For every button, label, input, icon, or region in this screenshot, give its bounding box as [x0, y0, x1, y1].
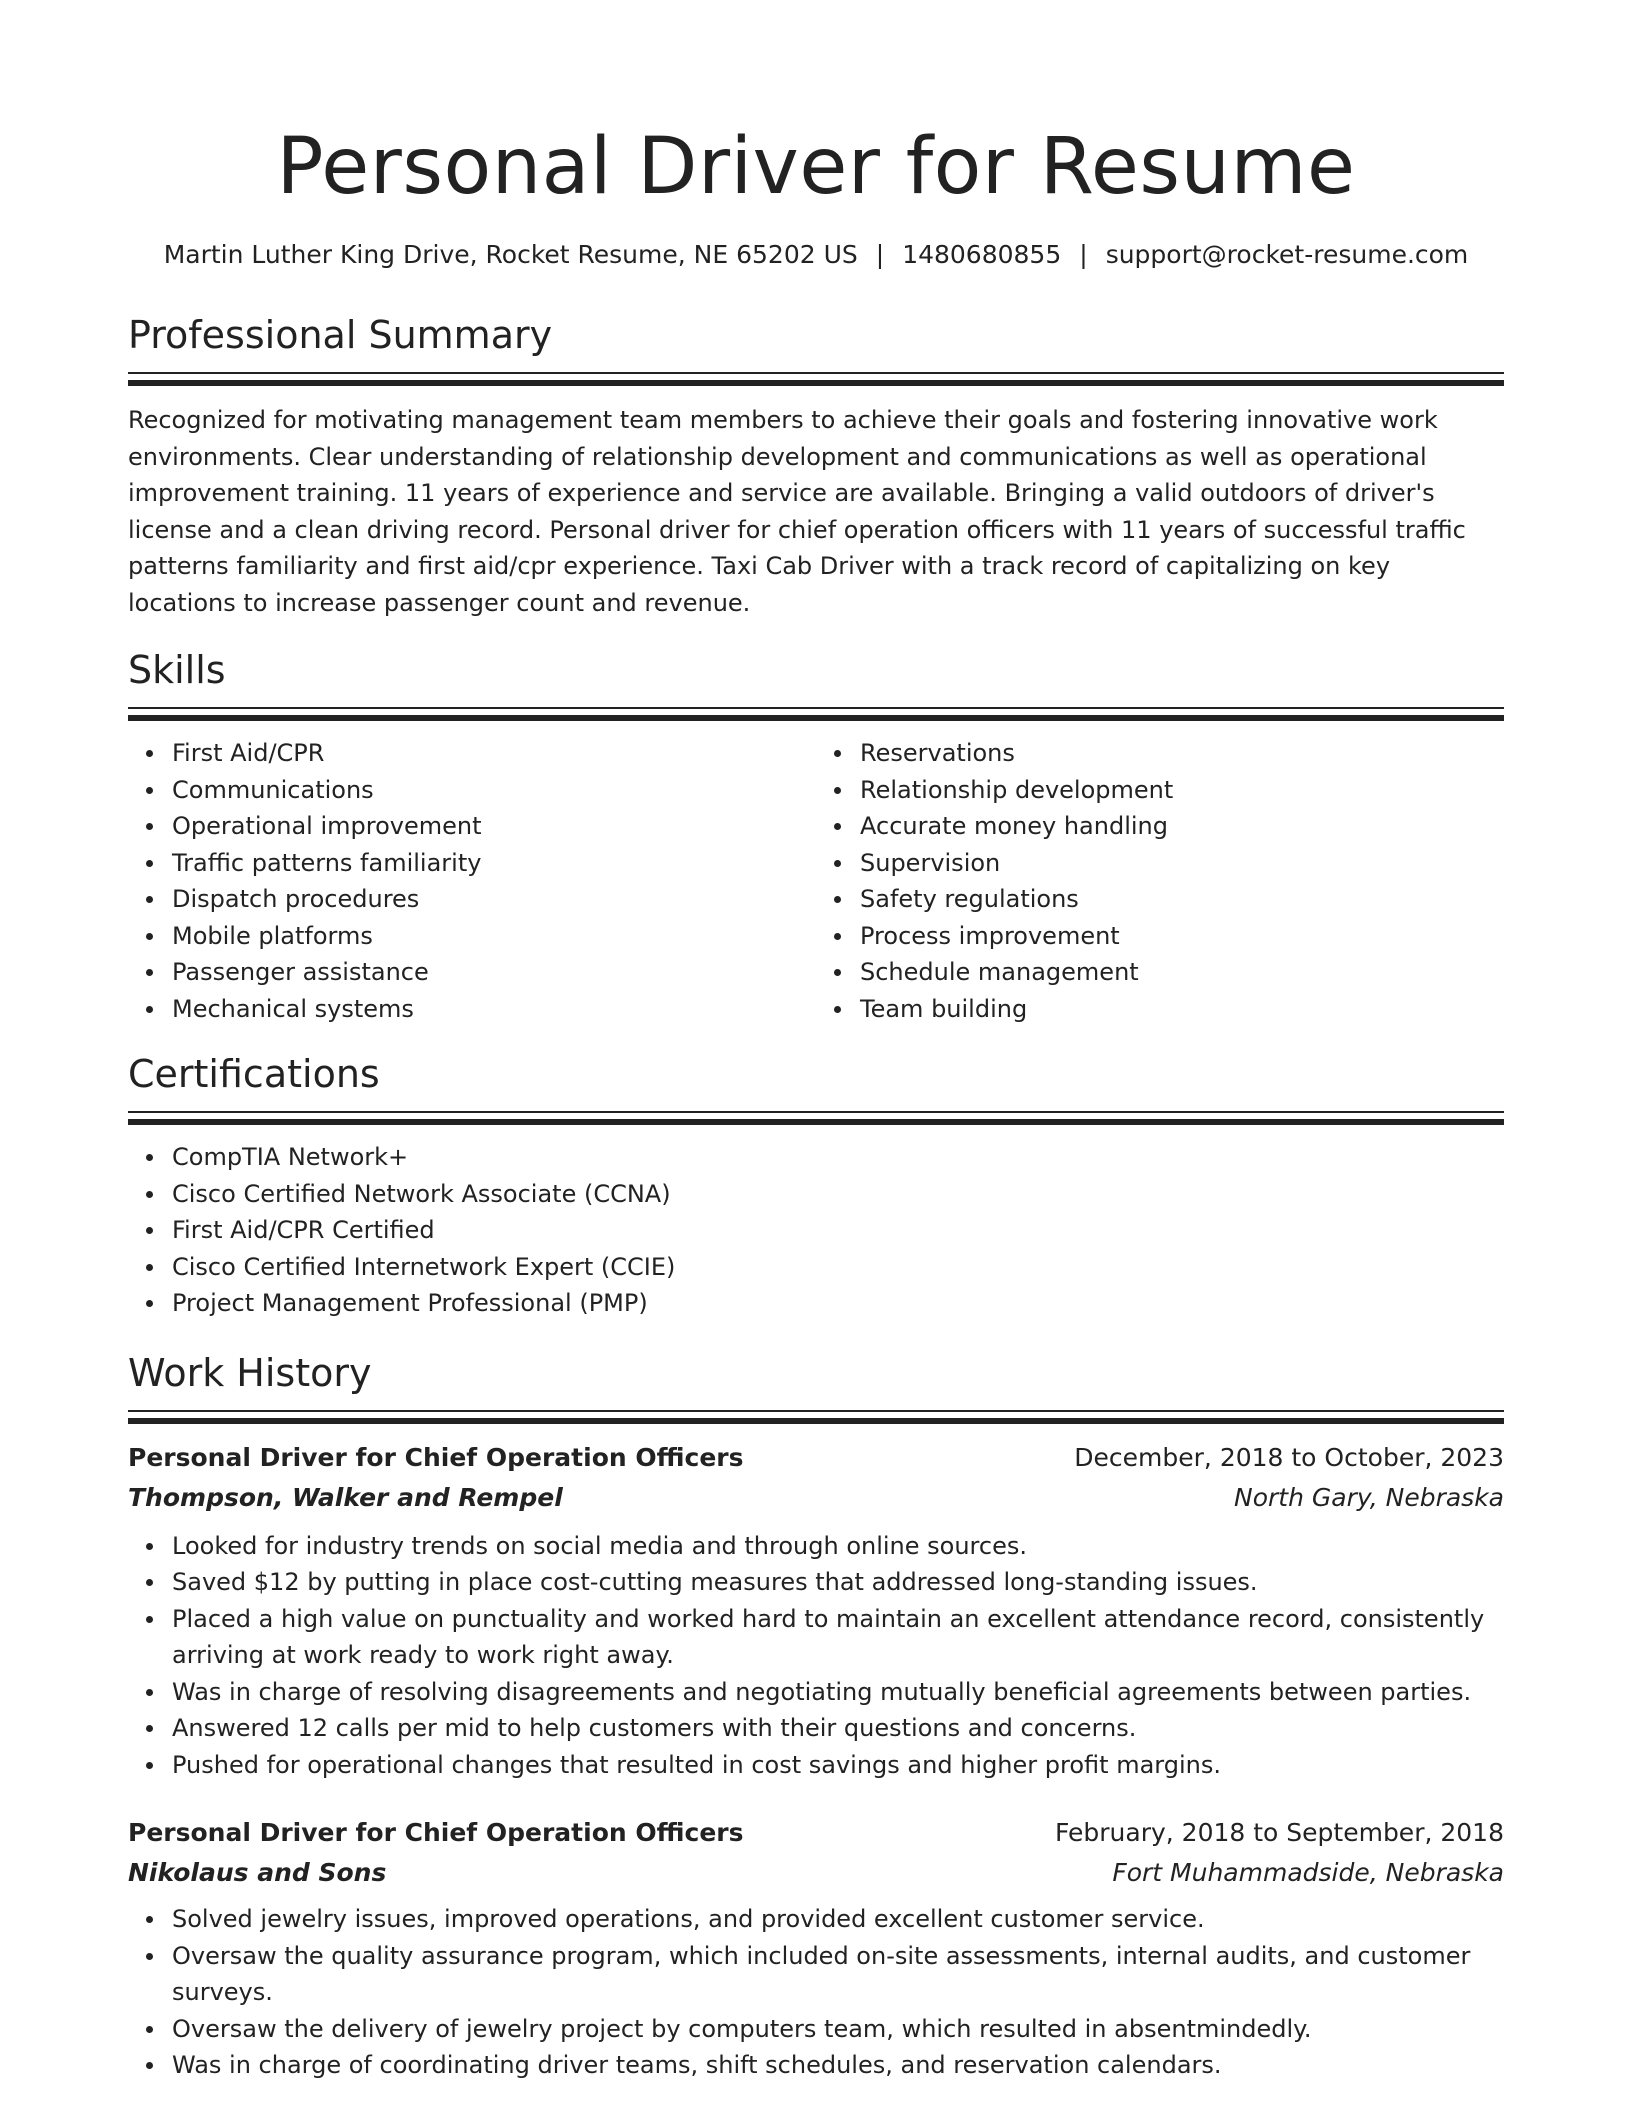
job-bullet: Was in charge of coordinating driver teams, shift schedules, and reservation calendars.: [172, 2047, 1504, 2084]
certification-item: CompTIA Network+: [172, 1139, 1504, 1176]
skill-item: Passenger assistance: [172, 954, 816, 991]
section-title-work-history: Work History: [128, 1350, 372, 1395]
certification-item: First Aid/CPR Certified: [172, 1212, 1504, 1249]
contact-separator: |: [1079, 240, 1088, 269]
contact-phone: 1480680855: [902, 240, 1062, 269]
job-subheader: [128, 1478, 1504, 1518]
skill-item: Schedule management: [860, 954, 1504, 991]
job-bullets: [128, 1528, 1504, 1784]
certification-item: Cisco Certified Internetwork Expert (CCIE): [172, 1249, 1504, 1286]
job-bullet: Oversaw the delivery of jewelry project by computers team, which resulted in absentmindedly.: [172, 2011, 1504, 2048]
job-company: Thompson, Walker and Rempel: [128, 1482, 563, 1512]
skills-section: [128, 645, 1504, 1027]
section-divider: [128, 372, 1504, 386]
certifications-section: [128, 1049, 1504, 1322]
skill-item: Team building: [860, 991, 1504, 1028]
job-header: [128, 1438, 1504, 1478]
job-bullet: Looked for industry trends on social media and through online sources.: [172, 1528, 1504, 1565]
contact-email: support@rocket-resume.com: [1105, 240, 1469, 269]
job-company: Nikolaus and Sons: [128, 1858, 387, 1887]
job-bullet: Oversaw the quality assurance program, which included on-site assessments, internal audits, and customer surveys.: [172, 1938, 1504, 2011]
skill-item: Mechanical systems: [172, 991, 816, 1028]
job-subheader: [128, 1853, 1504, 1893]
job-bullet: Saved $12 by putting in place cost-cutting measures that addressed long-standing issues.: [172, 1564, 1504, 1601]
certification-item: Cisco Certified Network Associate (CCNA): [172, 1176, 1504, 1213]
job-dates: December, 2018 to October, 2023: [1074, 1442, 1504, 1472]
contact-line: [128, 238, 1504, 272]
job-title: Personal Driver for Chief Operation Officers: [128, 1442, 744, 1472]
contact-address: Martin Luther King Drive, Rocket Resume, NE 65202 US: [163, 240, 858, 269]
job-title: Personal Driver for Chief Operation Officers: [128, 1818, 744, 1847]
job-bullet: Solved jewelry issues, improved operations, and provided excellent customer service.: [172, 1901, 1504, 1938]
skills-grid: [128, 735, 1504, 1027]
resume-name: Personal Driver for Resume: [276, 122, 1356, 212]
job-bullet: Pushed for operational changes that resulted in cost savings and higher profit margins.: [172, 1747, 1504, 1784]
job-entry: [128, 1438, 1504, 1784]
skill-item: Traffic patterns familiarity: [172, 845, 816, 882]
skill-item: Reservations: [860, 735, 1504, 772]
skill-item: Communications: [172, 772, 816, 809]
section-divider: [128, 707, 1504, 721]
job-bullet: Answered 12 calls per mid to help customers with their questions and concerns.: [172, 1710, 1504, 1747]
skill-item: Operational improvement: [172, 808, 816, 845]
job-bullets: [128, 1901, 1504, 2084]
section-title-skills: Skills: [128, 648, 226, 692]
certification-item: Project Management Professional (PMP): [172, 1285, 1504, 1322]
section-divider: [128, 1410, 1504, 1424]
summary-text: Recognized for motivating management team members to achieve their goals and fostering innovative work environments. Clear understanding of relationship development and communications as well as operational improvement training. 11 years of experience and service are available. Bringing a valid outdoors of driver's license and a clean driving record. Personal driver for chief operation officers with 11 years of successful traffic patterns familiarity and first aid/cpr experience. Taxi Cab Driver with a track record of capitalizing on key locations to increase passenger count and revenue.: [128, 406, 1466, 617]
job-dates: February, 2018 to September, 2018: [1055, 1818, 1504, 1847]
skill-item: Dispatch procedures: [172, 881, 816, 918]
skill-item: First Aid/CPR: [172, 735, 816, 772]
skill-item: Supervision: [860, 845, 1504, 882]
section-title-summary: Professional Summary: [128, 313, 553, 357]
summary-section: [128, 310, 1504, 621]
section-title-certifications: Certifications: [128, 1052, 380, 1096]
skill-item: Safety regulations: [860, 881, 1504, 918]
skill-item: Process improvement: [860, 918, 1504, 955]
skill-item: Accurate money handling: [860, 808, 1504, 845]
certifications-list: [128, 1139, 1504, 1322]
work-history-section: [128, 1348, 1504, 2084]
skill-item: Mobile platforms: [172, 918, 816, 955]
skill-item: Relationship development: [860, 772, 1504, 809]
job-bullet: Placed a high value on punctuality and worked hard to maintain an excellent attendance record, consistently arriving at work ready to work right away.: [172, 1601, 1504, 1674]
skills-list-left: [128, 735, 816, 1027]
job-entry: [128, 1813, 1504, 2084]
job-header: [128, 1813, 1504, 1853]
skills-list-right: [816, 735, 1504, 1027]
contact-separator: |: [875, 240, 885, 269]
job-bullet: Was in charge of resolving disagreements and negotiating mutually beneficial agreements between parties.: [172, 1674, 1504, 1711]
section-divider: [128, 1111, 1504, 1125]
job-location: Fort Muhammadside, Nebraska: [1112, 1858, 1504, 1887]
job-location: North Gary, Nebraska: [1234, 1482, 1504, 1512]
